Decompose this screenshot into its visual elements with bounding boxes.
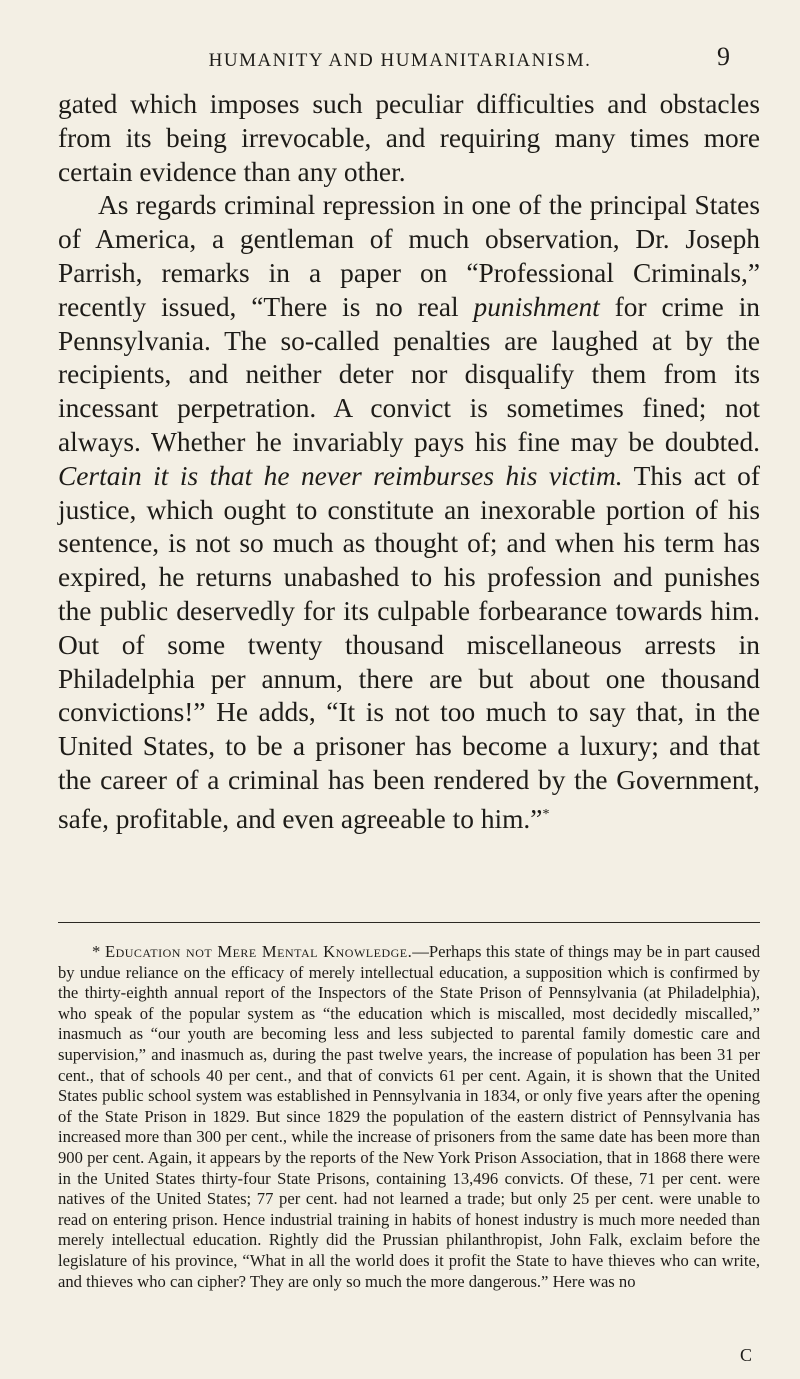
footnote <box>58 942 760 1292</box>
paragraph-text-1: As regards criminal repression in one of the principal States of America, a gentleman of much observation, Dr. Joseph Parrish, remarks in a paper on “Professional Criminals,” recently issued, “There is no real <box>58 190 760 322</box>
paragraph-text-3: This act of justice, which ought to constitute an inexorable portion of his sentence, is not so much as thought of; and when his term has expired, he returns unabashed to his profession and punishes the public deservedly for its culpable forbearance towards him. Out of some twenty thousand miscellaneous arrests in Philadelphia per annum, there are but about one thousand convictions!” He adds, “It is not too much to say that, in the United States, to be a prisoner has become a luxury; and that the career of a criminal has been rendered by the Government, safe, profitable, and even agreeable to him.” <box>58 460 760 834</box>
footnote-reference: * <box>542 806 550 822</box>
paragraph-parrish-quote <box>58 189 760 836</box>
main-text <box>58 88 760 837</box>
running-head: HUMANITY AND HUMANITARIANISM. <box>208 50 592 71</box>
paragraph-continued: gated which imposes such peculiar difficulties and obstacles from its being irrevocable, and requiring many times more certain evidence than any other. <box>58 89 760 187</box>
footnote-heading: Education not Mere Mental Knowledge. <box>104 942 413 961</box>
footnote-text: —Perhaps this state of things may be in part caused by undue reliance on the efficacy of merely intellectual education, a supposition which is confirmed by the thirty-eighth annual report of the Inspectors of the State Prison of Pennsylvania (at Philadelphia), who speak of the popular system as “the education which is miscalled, most decidedly miscalled,” inasmuch as “our youth are becoming less and less subjected to parental family domestic care and supervision,” and inasmuch as, during the past twelve years, the increase of population has been 31 per cent., that of schools 40 per cent., and that of convicts 61 per cent. Again, it is shown that the United States public school system was established in Pennsylvania in 1834, or only five years after the opening of the State Prison in 1829. But since 1829 the population of the eastern district of Pennsylvania has increased more than 300 per cent., while the increase of prisoners from the same date has been more than 900 per cent. Again, it appears by the reports of the New York Prison Association, that in 1868 there were in the United States thirty-four State Prisons, containing 13,496 convicts. Of these, 71 per cent. were natives of the United States; 77 per cent. had not learned a trade; but only 25 per cent. were unable to read on entering prison. Hence industrial training in habits of honest industry is much more needed than merely intellectual education. Rightly did the Prussian philanthropist, John Falk, exclaim before the legislature of his province, “What in all the world does it profit the State to have thieves who can write, and thieves who can cipher? They are only so much the more dangerous.” Here was no <box>58 942 760 1291</box>
emphasis-punishment: punishment <box>473 291 600 322</box>
footnote-marker: * <box>92 942 105 961</box>
page-number: 9 <box>717 42 730 71</box>
emphasis-reimburses: Certain it is that he never reimburses his victim. <box>58 460 623 491</box>
paragraph-text-2: for crime in Pennsylvania. The so-called penalties are laughed at by the recipients, and neither deter nor disqualify them from its incessant perpetration. A convict is sometimes fined; not always. Whether he invariably pays his fine may be doubted. <box>58 291 761 457</box>
signature-mark: C <box>739 1345 752 1365</box>
page-header <box>70 42 730 76</box>
footnote-rule <box>58 922 760 923</box>
